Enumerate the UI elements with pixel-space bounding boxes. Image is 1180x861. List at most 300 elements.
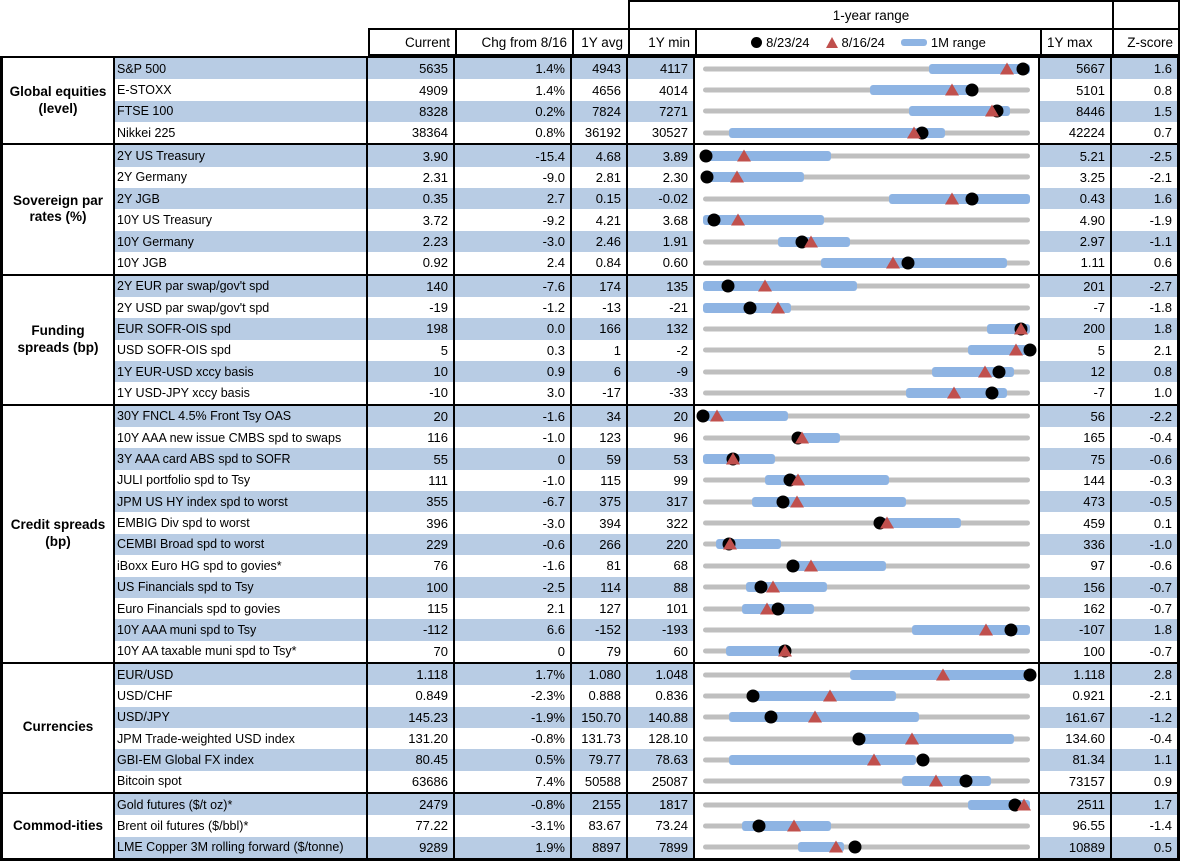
row-name-cell: 10Y AA taxable muni spd to Tsy* — [115, 641, 368, 662]
min-cell: 25087 — [628, 771, 695, 792]
range-chart — [703, 577, 1030, 598]
z-cell: 0.8 — [1112, 79, 1177, 100]
chg-cell: 7.4% — [455, 771, 572, 792]
row-name-cell: JPM US HY index spd to worst — [115, 491, 368, 512]
z-cell: 0.9 — [1112, 771, 1177, 792]
marker-8-23-dot-icon — [787, 559, 800, 572]
z-cell: 1.5 — [1112, 101, 1177, 122]
row-name-cell: 10Y JGB — [115, 252, 368, 273]
col-header-1y-avg: 1Y avg — [572, 28, 628, 56]
header-spacer — [0, 0, 628, 28]
header-row-2 — [0, 28, 1180, 56]
section-sovereign-par-rates- — [3, 143, 1177, 273]
range-chart — [703, 749, 1030, 770]
chg-cell: -7.6 — [455, 276, 572, 297]
marker-8-16-triangle-icon — [791, 474, 805, 486]
current-cell: 0.849 — [368, 685, 455, 706]
range-chart-cell — [695, 512, 1040, 533]
range-chart — [703, 167, 1030, 188]
table-row — [115, 534, 1177, 555]
max-cell: 144 — [1040, 470, 1112, 491]
marker-8-16-triangle-icon — [978, 365, 992, 377]
chg-cell: 1.4% — [455, 58, 572, 79]
chg-cell: 0.9 — [455, 361, 572, 382]
marker-8-16-triangle-icon — [867, 753, 881, 765]
min-cell: 53 — [628, 448, 695, 469]
marker-8-16-triangle-icon — [760, 602, 774, 614]
current-cell: 38364 — [368, 122, 455, 143]
row-name-cell: EMBIG Div spd to worst — [115, 512, 368, 533]
range-chart-cell — [695, 577, 1040, 598]
table-row — [115, 470, 1177, 491]
chg-cell: -3.0 — [455, 512, 572, 533]
chg-cell: -6.7 — [455, 491, 572, 512]
max-cell: 42224 — [1040, 122, 1112, 143]
current-cell: 229 — [368, 534, 455, 555]
range-chart — [703, 728, 1030, 749]
table-row — [115, 837, 1177, 858]
marker-8-16-triangle-icon — [829, 841, 843, 853]
range-chart — [703, 598, 1030, 619]
row-name-cell: 2Y Germany — [115, 167, 368, 188]
legend-item-1m-range — [901, 35, 986, 50]
marker-8-16-triangle-icon — [979, 623, 993, 635]
row-name-cell: Nikkei 225 — [115, 122, 368, 143]
row-name-cell: E-STOXX — [115, 79, 368, 100]
avg-cell: 1.080 — [572, 664, 628, 685]
dot-marker-icon — [751, 37, 762, 48]
avg-cell: 394 — [572, 512, 628, 533]
marker-8-16-triangle-icon — [907, 126, 921, 138]
chg-cell: -1.0 — [455, 427, 572, 448]
legend-label-1m-range: 1M range — [930, 34, 986, 50]
range-chart-cell — [695, 231, 1040, 252]
avg-cell: 34 — [572, 406, 628, 427]
min-cell: 60 — [628, 641, 695, 662]
marker-8-23-dot-icon — [707, 214, 720, 227]
range-chart-cell — [695, 58, 1040, 79]
avg-cell: 83.67 — [572, 815, 628, 836]
row-name-cell: EUR/USD — [115, 664, 368, 685]
1m-range-bar — [703, 172, 804, 182]
max-cell: 134.60 — [1040, 728, 1112, 749]
table-row — [115, 664, 1177, 685]
chg-cell: -9.0 — [455, 167, 572, 188]
table-row — [115, 188, 1177, 209]
z-cell: -2.5 — [1112, 145, 1177, 166]
avg-cell: 166 — [572, 318, 628, 339]
row-name-cell: JULI portfolio spd to Tsy — [115, 470, 368, 491]
z-cell: -0.4 — [1112, 728, 1177, 749]
chg-cell: 0 — [455, 641, 572, 662]
marker-8-16-triangle-icon — [737, 150, 751, 162]
range-chart — [703, 771, 1030, 792]
avg-cell: 115 — [572, 470, 628, 491]
z-cell: 0.1 — [1112, 512, 1177, 533]
z-cell: -1.9 — [1112, 209, 1177, 230]
current-cell: 1.118 — [368, 664, 455, 685]
min-cell: 140.88 — [628, 707, 695, 728]
current-cell: 5 — [368, 340, 455, 361]
min-cell: 73.24 — [628, 815, 695, 836]
z-cell: 1.8 — [1112, 318, 1177, 339]
current-cell: 0.35 — [368, 188, 455, 209]
max-cell: 2.97 — [1040, 231, 1112, 252]
marker-8-23-dot-icon — [721, 280, 734, 293]
avg-cell: 0.84 — [572, 252, 628, 273]
avg-cell: 79 — [572, 641, 628, 662]
range-chart-cell — [695, 749, 1040, 770]
z-cell: -1.4 — [1112, 815, 1177, 836]
max-cell: 5101 — [1040, 79, 1112, 100]
max-cell: 459 — [1040, 512, 1112, 533]
row-name-cell: 2Y JGB — [115, 188, 368, 209]
range-chart — [703, 79, 1030, 100]
max-cell: 156 — [1040, 577, 1112, 598]
empty-corner-cell — [1112, 0, 1180, 28]
min-cell: 1817 — [628, 794, 695, 815]
row-name-cell: 3Y AAA card ABS spd to SOFR — [115, 448, 368, 469]
max-cell: 201 — [1040, 276, 1112, 297]
section-rows — [115, 276, 1177, 404]
range-chart-cell — [695, 276, 1040, 297]
current-cell: 111 — [368, 470, 455, 491]
max-cell: 1.11 — [1040, 252, 1112, 273]
range-chart — [703, 361, 1030, 382]
chg-cell: -0.6 — [455, 534, 572, 555]
row-name-cell: USD/CHF — [115, 685, 368, 706]
marker-8-16-triangle-icon — [936, 668, 950, 680]
range-chart — [703, 101, 1030, 122]
avg-cell: 127 — [572, 598, 628, 619]
current-cell: 2.23 — [368, 231, 455, 252]
max-cell: -7 — [1040, 297, 1112, 318]
chg-cell: 1.4% — [455, 79, 572, 100]
min-cell: 7271 — [628, 101, 695, 122]
z-cell: -1.0 — [1112, 534, 1177, 555]
table-row — [115, 209, 1177, 230]
min-cell: 88 — [628, 577, 695, 598]
min-cell: 1.91 — [628, 231, 695, 252]
range-chart-cell — [695, 101, 1040, 122]
z-cell: -0.5 — [1112, 491, 1177, 512]
marker-8-23-dot-icon — [916, 753, 929, 766]
max-cell: 56 — [1040, 406, 1112, 427]
marker-8-23-dot-icon — [700, 171, 713, 184]
1y-range-track — [703, 326, 1030, 331]
chg-cell: 1.7% — [455, 664, 572, 685]
min-cell: -9 — [628, 361, 695, 382]
range-chart-cell — [695, 837, 1040, 858]
marker-8-23-dot-icon — [752, 819, 765, 832]
avg-cell: 4656 — [572, 79, 628, 100]
marker-8-16-triangle-icon — [985, 105, 999, 117]
range-chart-cell — [695, 534, 1040, 555]
table-row — [115, 252, 1177, 273]
min-cell: -2 — [628, 340, 695, 361]
min-cell: 0.836 — [628, 685, 695, 706]
range-chart — [703, 685, 1030, 706]
range-chart — [703, 619, 1030, 640]
current-cell: 3.72 — [368, 209, 455, 230]
marker-8-23-dot-icon — [986, 386, 999, 399]
table-row — [115, 512, 1177, 533]
range-chart-cell — [695, 470, 1040, 491]
chg-cell: -2.3% — [455, 685, 572, 706]
table-row — [115, 101, 1177, 122]
1y-range-track — [703, 845, 1030, 850]
1m-range-bar — [752, 497, 906, 507]
current-cell: 9289 — [368, 837, 455, 858]
row-name-cell: USD SOFR-OIS spd — [115, 340, 368, 361]
table-row — [115, 340, 1177, 361]
avg-cell: 0.888 — [572, 685, 628, 706]
table-row — [115, 276, 1177, 297]
section-global-equities-level- — [3, 56, 1177, 143]
avg-cell: 59 — [572, 448, 628, 469]
avg-cell: 123 — [572, 427, 628, 448]
marker-8-23-dot-icon — [966, 84, 979, 97]
chg-cell: 0.3 — [455, 340, 572, 361]
marker-8-16-triangle-icon — [1009, 344, 1023, 356]
row-name-cell: iBoxx Euro HG spd to govies* — [115, 555, 368, 576]
avg-cell: 4.21 — [572, 209, 628, 230]
max-cell: 75 — [1040, 448, 1112, 469]
max-cell: 12 — [1040, 361, 1112, 382]
range-chart — [703, 318, 1030, 339]
legend-label-8-16: 8/16/24 — [841, 34, 885, 50]
range-chart — [703, 534, 1030, 555]
min-cell: 3.89 — [628, 145, 695, 166]
current-cell: 131.20 — [368, 728, 455, 749]
chg-cell: 3.0 — [455, 382, 572, 403]
range-chart-cell — [695, 427, 1040, 448]
marker-8-16-triangle-icon — [823, 689, 837, 701]
marker-8-16-triangle-icon — [945, 84, 959, 96]
table-row — [115, 555, 1177, 576]
group-label: Commod-ities — [3, 794, 115, 858]
chg-cell: -1.2 — [455, 297, 572, 318]
avg-cell: 114 — [572, 577, 628, 598]
min-cell: 132 — [628, 318, 695, 339]
avg-cell: 2.81 — [572, 167, 628, 188]
table-row — [115, 318, 1177, 339]
range-chart-cell — [695, 79, 1040, 100]
row-name-cell: EUR SOFR-OIS spd — [115, 318, 368, 339]
1m-range-bar — [889, 194, 1030, 204]
avg-cell: -152 — [572, 619, 628, 640]
max-cell: 162 — [1040, 598, 1112, 619]
section-funding-spreads-bp- — [3, 274, 1177, 404]
col-header-current: Current — [368, 28, 455, 56]
min-cell: 78.63 — [628, 749, 695, 770]
avg-cell: 6 — [572, 361, 628, 382]
range-chart-cell — [695, 145, 1040, 166]
marker-8-16-triangle-icon — [766, 581, 780, 593]
avg-cell: 0.15 — [572, 188, 628, 209]
avg-cell: 50588 — [572, 771, 628, 792]
avg-cell: 150.70 — [572, 707, 628, 728]
min-cell: 220 — [628, 534, 695, 555]
max-cell: 100 — [1040, 641, 1112, 662]
current-cell: 116 — [368, 427, 455, 448]
row-name-cell: USD/JPY — [115, 707, 368, 728]
min-cell: 1.048 — [628, 664, 695, 685]
marker-8-23-dot-icon — [697, 410, 710, 423]
marker-8-16-triangle-icon — [880, 517, 894, 529]
max-cell: 3.25 — [1040, 167, 1112, 188]
marker-8-16-triangle-icon — [787, 819, 801, 831]
range-chart — [703, 145, 1030, 166]
table-row — [115, 145, 1177, 166]
marker-8-16-triangle-icon — [758, 280, 772, 292]
current-cell: 198 — [368, 318, 455, 339]
max-cell: -107 — [1040, 619, 1112, 640]
row-name-cell: 10Y AAA muni spd to Tsy — [115, 619, 368, 640]
z-cell: -0.6 — [1112, 448, 1177, 469]
current-cell: 80.45 — [368, 749, 455, 770]
range-chart — [703, 427, 1030, 448]
range-chart-cell — [695, 167, 1040, 188]
range-chart — [703, 276, 1030, 297]
avg-cell: 8897 — [572, 837, 628, 858]
table-row — [115, 406, 1177, 427]
marker-8-16-triangle-icon — [808, 711, 822, 723]
current-cell: -10 — [368, 382, 455, 403]
marker-8-16-triangle-icon — [886, 256, 900, 268]
marker-8-23-dot-icon — [849, 841, 862, 854]
current-cell: 77.22 — [368, 815, 455, 836]
range-chart-cell — [695, 491, 1040, 512]
min-cell: 4014 — [628, 79, 695, 100]
z-cell: -0.7 — [1112, 598, 1177, 619]
current-cell: 4909 — [368, 79, 455, 100]
chg-cell: -15.4 — [455, 145, 572, 166]
range-chart-cell — [695, 619, 1040, 640]
chg-cell: 2.1 — [455, 598, 572, 619]
avg-cell: -17 — [572, 382, 628, 403]
1y-range-track — [703, 239, 1030, 244]
z-cell: -0.4 — [1112, 427, 1177, 448]
row-name-cell: 30Y FNCL 4.5% Front Tsy OAS — [115, 406, 368, 427]
min-cell: -0.02 — [628, 188, 695, 209]
marker-8-16-triangle-icon — [804, 235, 818, 247]
range-chart-cell — [695, 685, 1040, 706]
current-cell: 145.23 — [368, 707, 455, 728]
table-row — [115, 685, 1177, 706]
marker-8-23-dot-icon — [747, 689, 760, 702]
range-chart — [703, 512, 1030, 533]
current-cell: 396 — [368, 512, 455, 533]
range-chart — [703, 406, 1030, 427]
chg-cell: 2.7 — [455, 188, 572, 209]
range-chart-cell — [695, 641, 1040, 662]
avg-cell: 7824 — [572, 101, 628, 122]
current-cell: 8328 — [368, 101, 455, 122]
group-label: Global equities (level) — [3, 58, 115, 143]
marker-8-23-dot-icon — [743, 301, 756, 314]
row-name-cell: 10Y Germany — [115, 231, 368, 252]
current-cell: 70 — [368, 641, 455, 662]
range-chart-cell — [695, 815, 1040, 836]
1m-range-bar — [703, 151, 831, 161]
table-row — [115, 577, 1177, 598]
max-cell: 165 — [1040, 427, 1112, 448]
range-chart — [703, 340, 1030, 361]
min-cell: 96 — [628, 427, 695, 448]
max-cell: 8446 — [1040, 101, 1112, 122]
min-cell: -21 — [628, 297, 695, 318]
marker-8-23-dot-icon — [902, 256, 915, 269]
table-row — [115, 231, 1177, 252]
row-name-cell: 10Y US Treasury — [115, 209, 368, 230]
avg-cell: 4.68 — [572, 145, 628, 166]
range-chart — [703, 382, 1030, 403]
row-name-cell: FTSE 100 — [115, 101, 368, 122]
row-name-cell: 10Y AAA new issue CMBS spd to swaps — [115, 427, 368, 448]
marker-8-16-triangle-icon — [778, 645, 792, 657]
table-row — [115, 598, 1177, 619]
table-row — [115, 815, 1177, 836]
marker-8-16-triangle-icon — [929, 775, 943, 787]
chg-cell: 0.2% — [455, 101, 572, 122]
z-cell: 1.7 — [1112, 794, 1177, 815]
table-row — [115, 749, 1177, 770]
max-cell: 473 — [1040, 491, 1112, 512]
range-chart — [703, 664, 1030, 685]
z-cell: -2.2 — [1112, 406, 1177, 427]
max-cell: 5 — [1040, 340, 1112, 361]
current-cell: 3.90 — [368, 145, 455, 166]
group-label: Sovereign par rates (%) — [3, 145, 115, 273]
range-chart-cell — [695, 318, 1040, 339]
max-cell: 1.118 — [1040, 664, 1112, 685]
current-cell: 115 — [368, 598, 455, 619]
z-cell: -2.7 — [1112, 276, 1177, 297]
chg-cell: -3.1% — [455, 815, 572, 836]
row-name-cell: 2Y EUR par swap/gov't spd — [115, 276, 368, 297]
table-row — [115, 79, 1177, 100]
table-row — [115, 122, 1177, 143]
range-chart-cell — [695, 340, 1040, 361]
section-commod-ities — [3, 792, 1177, 858]
marker-8-16-triangle-icon — [804, 559, 818, 571]
z-cell: -0.7 — [1112, 641, 1177, 662]
range-chart — [703, 231, 1030, 252]
marker-8-23-dot-icon — [1017, 62, 1030, 75]
marker-8-23-dot-icon — [1024, 344, 1037, 357]
avg-cell: 79.77 — [572, 749, 628, 770]
current-cell: 10 — [368, 361, 455, 382]
marker-8-16-triangle-icon — [795, 431, 809, 443]
range-bar-icon — [901, 39, 927, 46]
1m-range-bar — [902, 776, 990, 786]
marker-8-16-triangle-icon — [945, 192, 959, 204]
chg-cell: -1.6 — [455, 406, 572, 427]
marker-8-23-dot-icon — [776, 495, 789, 508]
range-chart-cell — [695, 728, 1040, 749]
min-cell: 2.30 — [628, 167, 695, 188]
marker-8-23-dot-icon — [959, 775, 972, 788]
avg-cell: 36192 — [572, 122, 628, 143]
1m-range-bar — [729, 712, 919, 722]
z-cell: 1.6 — [1112, 58, 1177, 79]
marker-8-23-dot-icon — [765, 711, 778, 724]
range-chart — [703, 448, 1030, 469]
range-chart — [703, 707, 1030, 728]
range-chart — [703, 794, 1030, 815]
max-cell: -7 — [1040, 382, 1112, 403]
